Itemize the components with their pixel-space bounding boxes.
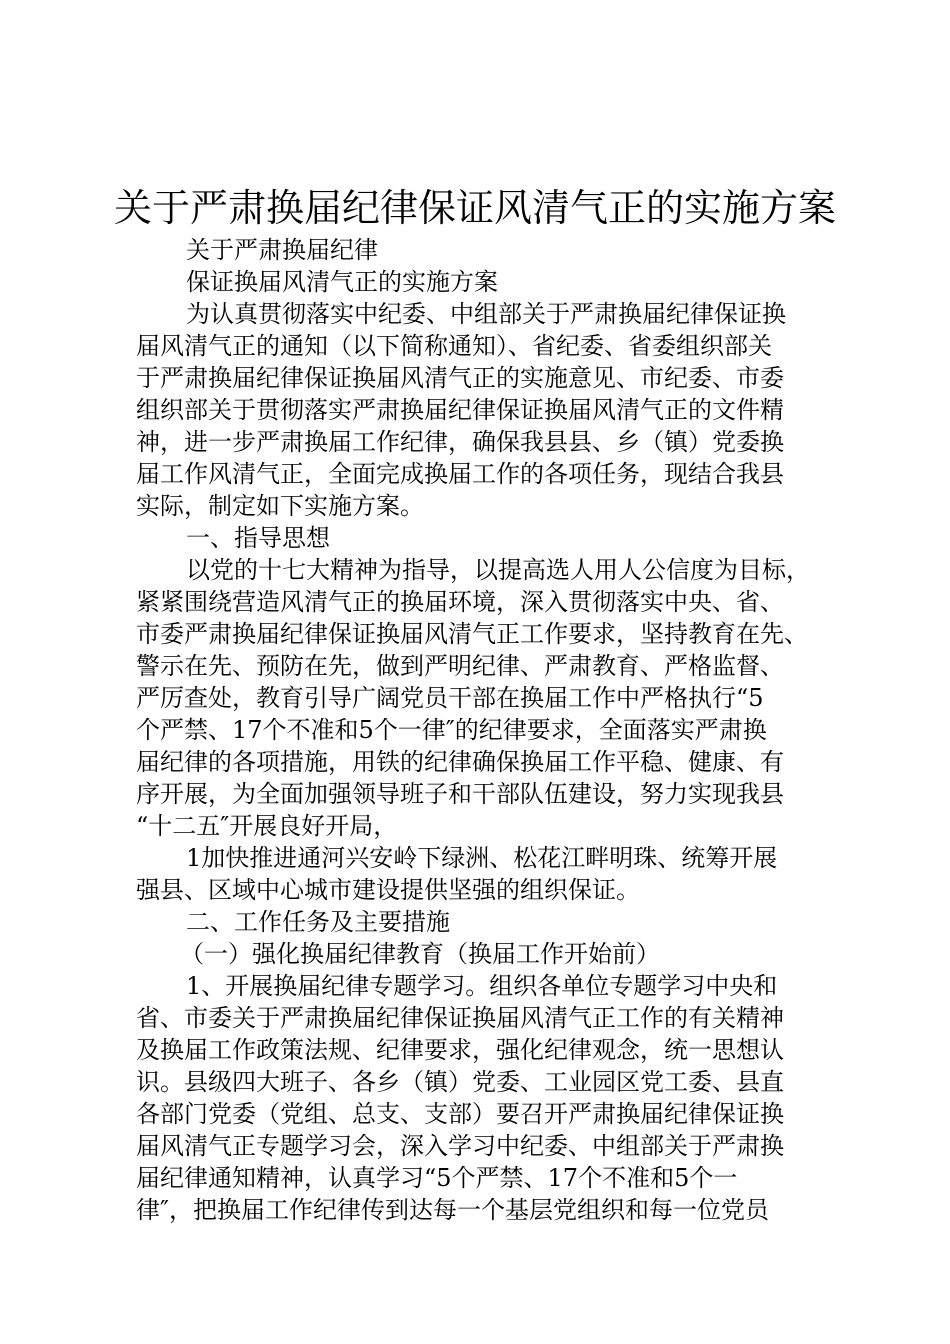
paragraph-line: 市委严肃换届纪律保证换届风清气正工作要求，坚持教育在先、 — [136, 620, 808, 648]
paragraph-line: 组织部关于贯彻落实严肃换届纪律保证换届风清气正的文件精 — [136, 396, 784, 424]
paragraph-line: 神，进一步严肃换届工作纪律，确保我县县、乡（镇）党委换 — [136, 428, 784, 456]
paragraph-line: 届工作风清气正，全面完成换届工作的各项任务，现结合我县 — [136, 460, 784, 488]
paragraph-line: 以党的十七大精神为指导，以提高选人用人公信度为目标， — [186, 556, 810, 584]
subtitle-line-1: 关于严肃换届纪律 — [186, 236, 378, 264]
paragraph-line: 及换届工作政策法规、纪律要求，强化纪律观念，统一思想认 — [136, 1036, 784, 1064]
paragraph-line: 各部门党委（党组、总支、支部）要召开严肃换届纪律保证换 — [136, 1100, 784, 1128]
paragraph-line: “十二五″开展良好开局， — [136, 812, 398, 840]
paragraph-line: 序开展，为全面加强领导班子和干部队伍建设，努力实现我县 — [136, 780, 784, 808]
paragraph-line: 届风清气正的通知（以下简称通知）、省纪委、省委组织部关 — [136, 332, 772, 360]
paragraph-line: 个严禁、17个不准和5个一律″的纪律要求，全面落实严肃换 — [136, 716, 767, 744]
paragraph-line: 届风清气正专题学习会，深入学习中纪委、中组部关于严肃换 — [136, 1132, 784, 1160]
paragraph-line: 届纪律的各项措施，用铁的纪律确保换届工作平稳、健康、有 — [136, 748, 784, 776]
paragraph-line: 警示在先、预防在先，做到严明纪律、严肃教育、严格监督、 — [136, 652, 784, 680]
paragraph-line: 实际，制定如下实施方案。 — [136, 492, 424, 520]
paragraph-line: 省、市委关于严肃换届纪律保证换届风清气正工作的有关精神 — [136, 1004, 784, 1032]
paragraph-line: 1、开展换届纪律专题学习。组织各单位专题学习中央和 — [186, 972, 778, 1000]
paragraph-line: 届纪律通知精神，认真学习“5个严禁、17个不准和5个一 — [136, 1164, 738, 1192]
subtitle-line-2: 保证换届风清气正的实施方案 — [186, 268, 498, 296]
paragraph-line: 1加快推进通河兴安岭下绿洲、松花江畔明珠、统筹开展 — [186, 844, 778, 872]
document-body — [136, 234, 826, 1226]
paragraph-line: 紧紧围绕营造风清气正的换届环境，深入贯彻落实中央、省、 — [136, 588, 784, 616]
paragraph-line: 严厉查处，教育引导广阔党员干部在换届工作中严格执行“5 — [136, 684, 764, 712]
paragraph-line: 强县、区域中心城市建设提供坚强的组织保证。 — [136, 876, 640, 904]
section-heading: 一、指导思想 — [186, 524, 330, 552]
paragraph-line: 于严肃换届纪律保证换届风清气正的实施意见、市纪委、市委 — [136, 364, 784, 392]
paragraph-line: 为认真贯彻落实中纪委、中组部关于严肃换届纪律保证换 — [186, 300, 786, 328]
paragraph-line: 识。县级四大班子、各乡（镇）党委、工业园区党工委、县直 — [136, 1068, 784, 1096]
section-heading: 二、工作任务及主要措施 — [186, 908, 450, 936]
document-title: 关于严肃换届纪律保证风清气正的实施方案 — [113, 186, 836, 230]
paragraph-line: 律″，把换届工作纪律传到达每一个基层党组织和每一位党员 — [136, 1196, 769, 1224]
subsection-heading: （一）强化换届纪律教育（换届工作开始前） — [180, 940, 660, 968]
